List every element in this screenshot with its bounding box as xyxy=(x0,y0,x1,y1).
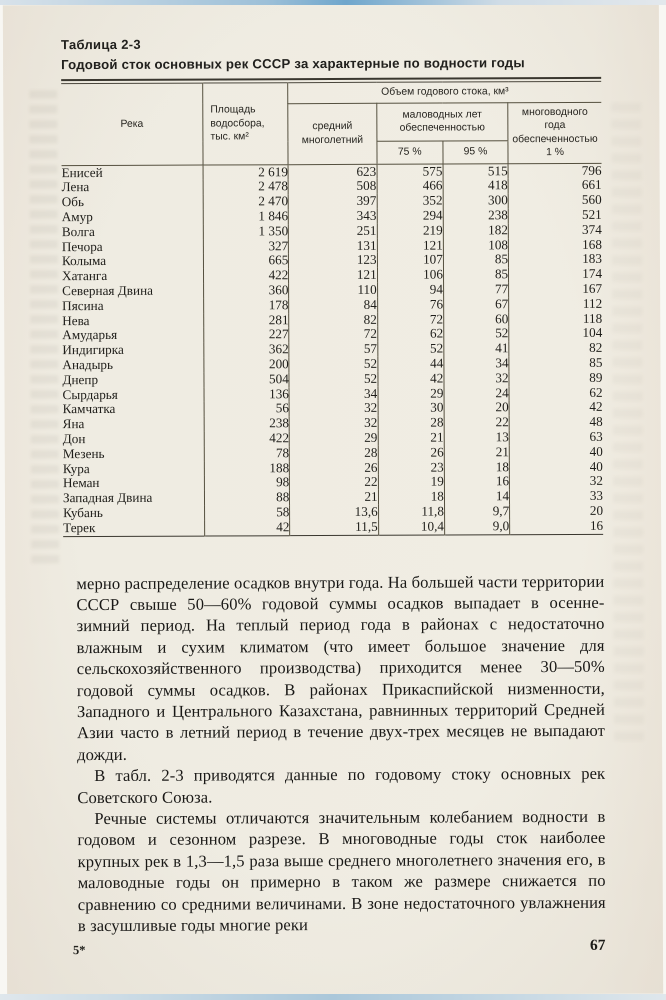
ink-bleed-artifact-left xyxy=(29,90,59,570)
catchment-area-cell: 56 xyxy=(204,402,289,417)
runoff-75-percent-cell: 23 xyxy=(378,460,444,475)
runoff-95-percent-cell: 85 xyxy=(443,253,508,268)
average-runoff-cell: 32 xyxy=(289,416,377,431)
catchment-area-cell: 98 xyxy=(204,476,289,491)
average-runoff-cell: 21 xyxy=(290,490,378,505)
col-header-volume-group: Объем годового стока, км³ xyxy=(288,81,601,103)
river-name-cell: Нева xyxy=(62,312,90,328)
river-name-cell: Волга xyxy=(61,223,95,239)
runoff-95-percent-cell: 24 xyxy=(444,386,509,401)
catchment-area-cell: 1 350 xyxy=(203,224,288,239)
river-name-cell: Амударья xyxy=(62,327,118,343)
average-runoff-cell: 623 xyxy=(288,164,376,180)
river-name-cell: Анадырь xyxy=(62,356,114,373)
runoff-75-percent-cell: 18 xyxy=(378,490,444,505)
river-name-cell: Неман xyxy=(62,475,100,491)
high-water-runoff-cell: 42 xyxy=(509,400,602,415)
high-water-runoff-cell: 40 xyxy=(509,459,602,474)
average-runoff-cell: 22 xyxy=(290,475,378,490)
paragraph-table-reference: В табл. 2-3 приводятся данные по годовому стоку основных рек Советского Союза. xyxy=(77,763,606,807)
catchment-area-cell: 362 xyxy=(204,342,289,357)
runoff-95-percent-cell: 108 xyxy=(443,238,508,253)
paragraph-continuation: мерно распределение осадков внутри года. На большей части территории СССР свыше 50—60% годовой суммы осадков выпадает в осенне-зимний период. На теплый период года в районах с недостаточно влажным и сухим климатом (что имеет большое значение для сельскохозяйственного производства) приходится менее 30—50% годовой суммы осадков. В районах Прикаспийской низменности, Западного и Центрального Казахстана, равнинных территорий Средней Азии часто в летний период в течение двух-трех месяцев не выпадают дожди. xyxy=(76,571,606,764)
catchment-area-cell: 2 478 xyxy=(203,180,288,195)
catchment-area-cell: 665 xyxy=(203,254,288,269)
high-water-runoff-cell: 85 xyxy=(509,356,602,371)
average-runoff-cell: 110 xyxy=(289,283,377,298)
runoff-75-percent-cell: 106 xyxy=(377,268,443,283)
scan-edge-artifact-top xyxy=(0,0,666,5)
runoff-75-percent-cell: 294 xyxy=(377,208,443,223)
average-runoff-cell: 32 xyxy=(289,401,377,416)
high-water-runoff-cell: 112 xyxy=(509,297,602,312)
average-runoff-cell: 121 xyxy=(289,268,377,283)
col-header-75-percent: 75 % xyxy=(377,141,443,164)
high-water-runoff-cell: 796 xyxy=(508,163,601,179)
average-runoff-cell: 11,5 xyxy=(290,520,378,536)
runoff-75-percent-cell: 575 xyxy=(377,164,443,180)
runoff-95-percent-cell: 18 xyxy=(444,460,509,475)
high-water-runoff-cell: 104 xyxy=(509,326,602,341)
river-name-cell: Днепр xyxy=(62,371,99,387)
high-water-runoff-cell: 167 xyxy=(509,282,602,297)
runoff-95-percent-cell: 9,7 xyxy=(444,504,509,519)
runoff-75-percent-cell: 44 xyxy=(378,356,444,371)
high-water-runoff-cell: 183 xyxy=(509,252,602,267)
average-runoff-cell: 29 xyxy=(290,431,378,446)
page-content xyxy=(61,35,605,937)
runoff-75-percent-cell: 28 xyxy=(378,416,444,431)
high-water-runoff-cell: 168 xyxy=(508,237,601,252)
high-water-runoff-cell: 82 xyxy=(509,341,602,356)
runoff-75-percent-cell: 62 xyxy=(377,327,443,342)
average-runoff-cell: 52 xyxy=(289,357,377,372)
high-water-runoff-cell: 174 xyxy=(509,267,602,282)
high-water-runoff-cell: 521 xyxy=(508,208,601,223)
runoff-95-percent-cell: 14 xyxy=(444,489,509,504)
runoff-95-percent-cell: 418 xyxy=(443,179,508,194)
average-runoff-cell: 123 xyxy=(289,253,377,268)
average-runoff-cell: 28 xyxy=(290,446,378,461)
runoff-95-percent-cell: 32 xyxy=(444,371,509,386)
catchment-area-cell: 58 xyxy=(205,505,290,520)
runoff-75-percent-cell: 466 xyxy=(377,179,443,194)
runoff-95-percent-cell: 300 xyxy=(443,193,508,208)
average-runoff-cell: 131 xyxy=(289,238,377,253)
catchment-area-cell: 88 xyxy=(204,490,289,505)
runoff-95-percent-cell: 34 xyxy=(444,356,509,371)
runoff-75-percent-cell: 76 xyxy=(377,297,443,312)
catchment-area-cell: 2 619 xyxy=(203,164,288,180)
catchment-area-cell: 227 xyxy=(204,328,289,343)
col-header-area: Площадь водосбора, тыс. км² xyxy=(203,83,289,165)
river-name-cell: Колыма xyxy=(61,253,107,269)
runoff-75-percent-cell: 42 xyxy=(378,371,444,386)
catchment-area-cell: 422 xyxy=(204,268,289,283)
runoff-95-percent-cell: 515 xyxy=(443,163,508,179)
table-label: Таблица 2-3 xyxy=(60,36,141,53)
runoff-95-percent-cell: 13 xyxy=(444,430,509,445)
col-header-95-percent: 95 % xyxy=(443,140,508,163)
catchment-area-cell: 188 xyxy=(204,461,289,476)
runoff-95-percent-cell: 85 xyxy=(443,267,508,282)
col-header-average: средний многолетний xyxy=(288,103,377,164)
river-name-cell: Хатанга xyxy=(61,268,108,284)
ink-bleed-artifact-right xyxy=(611,103,644,743)
runoff-75-percent-cell: 21 xyxy=(378,430,444,445)
catchment-area-cell: 78 xyxy=(204,446,289,461)
runoff-95-percent-cell: 67 xyxy=(443,297,508,312)
runoff-75-percent-cell: 72 xyxy=(377,312,443,327)
runoff-95-percent-cell: 60 xyxy=(444,312,509,327)
average-runoff-cell: 343 xyxy=(289,209,377,224)
river-name-cell: Индигирка xyxy=(62,342,124,358)
runoff-75-percent-cell: 52 xyxy=(377,342,443,357)
runoff-95-percent-cell: 77 xyxy=(443,282,508,297)
river-name-cell: Кура xyxy=(62,460,90,476)
runoff-95-percent-cell: 52 xyxy=(444,327,509,342)
high-water-runoff-cell: 89 xyxy=(509,371,602,386)
average-runoff-cell: 13,6 xyxy=(290,505,378,520)
river-name-cell: Печора xyxy=(61,238,103,254)
river-name-cell: Обь xyxy=(61,194,84,210)
average-runoff-cell: 72 xyxy=(289,327,377,342)
high-water-runoff-cell: 20 xyxy=(510,504,603,519)
high-water-runoff-cell: 32 xyxy=(510,474,603,489)
river-name-cell: Мезень xyxy=(62,445,105,461)
runoff-95-percent-cell: 238 xyxy=(443,208,508,223)
average-runoff-cell: 52 xyxy=(289,372,377,387)
high-water-runoff-cell: 33 xyxy=(510,489,603,504)
runoff-75-percent-cell: 352 xyxy=(377,194,443,209)
high-water-runoff-cell: 16 xyxy=(510,519,603,535)
average-runoff-cell: 34 xyxy=(289,386,377,401)
river-name-cell: Лена xyxy=(61,179,90,195)
col-header-high-water: многоводного года обеспеченностью 1 % xyxy=(508,102,602,163)
signature-mark: 5* xyxy=(72,943,86,958)
runoff-75-percent-cell: 19 xyxy=(378,475,444,490)
catchment-area-cell: 200 xyxy=(204,357,289,372)
runoff-95-percent-cell: 182 xyxy=(443,223,508,238)
runoff-95-percent-cell: 16 xyxy=(444,475,509,490)
river-name-cell: Терек xyxy=(63,519,96,535)
scan-edge-artifact-bottom xyxy=(0,994,666,1000)
average-runoff-cell: 57 xyxy=(289,342,377,357)
high-water-runoff-cell: 374 xyxy=(508,223,601,238)
river-name-cell: Яна xyxy=(62,416,85,432)
catchment-area-cell: 136 xyxy=(204,387,289,402)
runoff-75-percent-cell: 219 xyxy=(377,223,443,238)
catchment-area-cell: 2 470 xyxy=(203,194,288,209)
high-water-runoff-cell: 118 xyxy=(509,311,602,326)
table-title: Годовой сток основных рек СССР за характерные по водности годы xyxy=(61,55,525,73)
paragraph-river-systems: Речные системы отличаются значительным колебанием водности в годовом и сезонном разрезе. В многоводные годы сток наиболее крупных рек в 1,3—1,5 раза выше среднего многолетнего значения его, в маловодные годы он примерно в таком же размере снижается по сравнению со средними величинами. В зоне недостаточного увлажнения в засушливые годы многие реки xyxy=(77,806,606,936)
body-text xyxy=(76,570,606,936)
river-name-cell: Кубань xyxy=(63,504,103,521)
high-water-runoff-cell: 48 xyxy=(509,415,602,430)
average-runoff-cell: 251 xyxy=(289,224,377,239)
runoff-75-percent-cell: 94 xyxy=(377,282,443,297)
runoff-95-percent-cell: 22 xyxy=(444,415,509,430)
col-header-river: Река xyxy=(61,83,203,165)
table-header xyxy=(61,81,601,165)
runoff-75-percent-cell: 26 xyxy=(378,445,444,460)
col-header-low-water-group: маловодных лет обеспеченностью xyxy=(376,102,508,141)
river-name-cell: Западная Двина xyxy=(62,489,153,506)
catchment-area-cell: 504 xyxy=(204,372,289,387)
average-runoff-cell: 84 xyxy=(289,298,377,313)
catchment-area-cell: 178 xyxy=(204,298,289,313)
average-runoff-cell: 508 xyxy=(288,179,376,194)
river-name-cell: Пясина xyxy=(62,297,104,313)
catchment-area-cell: 1 846 xyxy=(203,209,288,224)
river-name-cell: Дон xyxy=(62,431,86,447)
rivers-table-wrap xyxy=(61,77,603,537)
runoff-75-percent-cell: 10,4 xyxy=(378,519,444,535)
high-water-runoff-cell: 661 xyxy=(508,178,601,193)
catchment-area-cell: 422 xyxy=(204,431,289,446)
river-name-cell: Северная Двина xyxy=(62,282,153,299)
table-body xyxy=(62,163,604,536)
runoff-75-percent-cell: 11,8 xyxy=(378,504,444,519)
river-name-cell: Енисей xyxy=(61,164,103,180)
average-runoff-cell: 82 xyxy=(289,312,377,327)
river-name-cell: Камчатка xyxy=(62,401,116,417)
table-row xyxy=(63,519,603,537)
average-runoff-cell: 26 xyxy=(290,460,378,475)
river-name-cell: Сырдарья xyxy=(62,386,118,402)
rivers-table xyxy=(61,81,603,537)
catchment-area-cell: 327 xyxy=(203,239,288,254)
paper-page xyxy=(3,3,663,997)
runoff-95-percent-cell: 9,0 xyxy=(444,519,509,535)
high-water-runoff-cell: 62 xyxy=(509,385,602,400)
runoff-95-percent-cell: 41 xyxy=(444,341,509,356)
high-water-runoff-cell: 40 xyxy=(509,445,602,460)
catchment-area-cell: 42 xyxy=(205,520,290,536)
river-name-cell: Амур xyxy=(61,209,93,225)
runoff-75-percent-cell: 107 xyxy=(377,253,443,268)
runoff-75-percent-cell: 29 xyxy=(378,386,444,401)
catchment-area-cell: 238 xyxy=(204,416,289,431)
catchment-area-cell: 281 xyxy=(204,313,289,328)
high-water-runoff-cell: 560 xyxy=(508,193,601,208)
runoff-75-percent-cell: 30 xyxy=(378,401,444,416)
page-number: 67 xyxy=(589,936,606,954)
catchment-area-cell: 360 xyxy=(204,283,289,298)
runoff-95-percent-cell: 20 xyxy=(444,401,509,416)
runoff-75-percent-cell: 121 xyxy=(377,238,443,253)
average-runoff-cell: 397 xyxy=(288,194,376,209)
runoff-95-percent-cell: 21 xyxy=(444,445,509,460)
high-water-runoff-cell: 63 xyxy=(509,430,602,445)
